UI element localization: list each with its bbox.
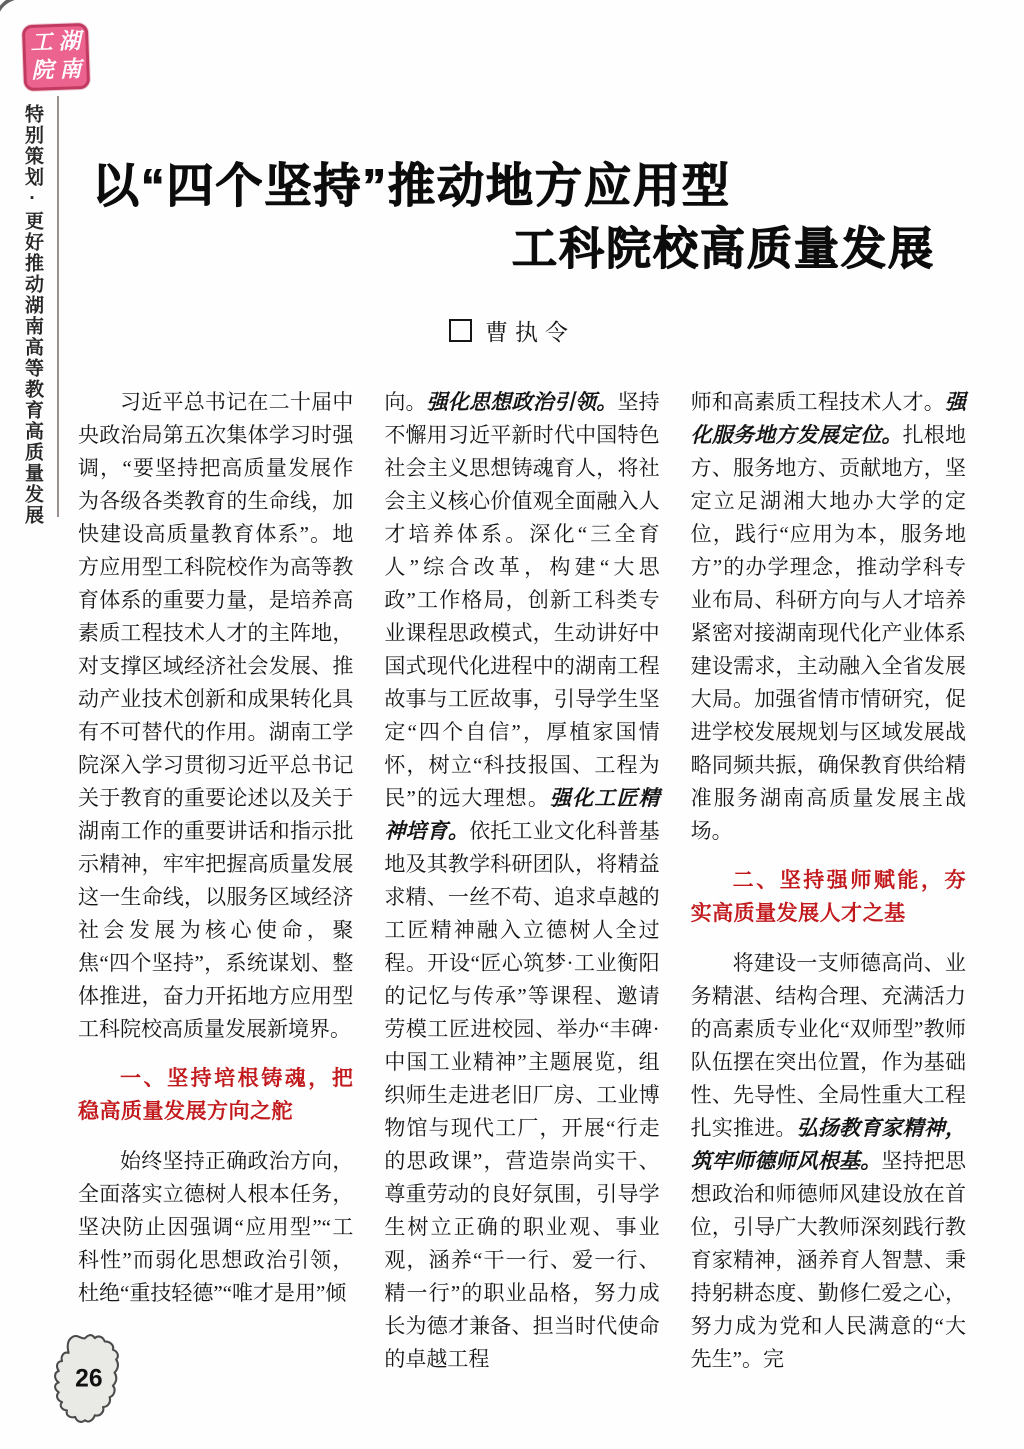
section-heading: [78, 1062, 353, 1128]
seal-char: 院: [31, 57, 54, 85]
page-number-badge: [44, 1330, 126, 1430]
seal-char: 湖: [58, 28, 81, 56]
article-body: [78, 386, 966, 1376]
body-text: 依托工业文化科普基地及其教学科研团队，将精益求精、一丝不苟、追求卓越的工匠精神融入立德树人全过程。开设“匠心筑梦·工业衡阳的记忆与传承”等课程、邀请劳模工匠进校园、举办“丰碑·中国工业精神”主题展览，组织师生走进老旧厂房、工业博物馆与现代工厂，开展“行走的思政课”，营造崇尚实干、尊重劳动的良好氛围，引导学生树立正确的职业观、事业观，涵养“干一行、爱一行、精一行”的职业品格，努力成长为德才兼备、担当时代使命的卓越工程: [384, 819, 660, 1371]
author-square-icon: [449, 319, 472, 342]
emphasized-text: 强化服务地方发展定位。: [690, 390, 966, 447]
body-paragraph: [691, 386, 966, 848]
journal-seal-logo: [22, 23, 90, 91]
column-strapline: 特别策划·更好推动湖南高等教育高质量发展: [22, 104, 43, 526]
hunan-map-silhouette: [44, 1330, 126, 1430]
body-column-1: [78, 386, 353, 1376]
body-text: 二、坚持强师赋能，夯实高质量发展人才之基: [690, 869, 966, 925]
body-text: 一、坚持培根铸魂，把稳高质量发展方向之舵: [78, 1067, 354, 1123]
body-paragraph: [78, 386, 353, 1046]
body-column-2: [384, 386, 659, 1376]
section-heading: [691, 864, 966, 930]
body-text: 扎根地方、服务地方、贡献地方，坚定立足湖湘大地办大学的定位，践行“应用为本，服务地方”的办学理念，推动学科专业布局、科研方向与人才培养紧密对接湖南现代化产业体系建设需求，主动融入全省发展大局。加强省情市情研究，促进学校发展规划与区域发展战略同频共振，确保教育供给精准服务湖南高质量发展主战场。: [690, 423, 966, 843]
page-number: 26: [75, 1365, 103, 1393]
article-title: [92, 158, 935, 276]
emphasized-text: 弘扬教育家精神，筑牢师德师风根基。: [690, 1116, 966, 1173]
body-text: 向。: [384, 390, 427, 414]
seal-char: 南: [58, 56, 82, 84]
body-text: 习近平总书记在二十届中央政治局第五次集体学习时强调，“要坚持把高质量发展作为各级各类教育的生命线，加快建设高质量教育体系”。地方应用型工科院校作为高等教育体系的重要力量，是培养高素质工程技术人才的主阵地，对支撑区域经济社会发展、推动产业技术创新和成果转化具有不可替代的作用。湖南工学院深入学习贯彻习近平总书记关于教育的重要论述以及关于湖南工作的重要讲话和指示批示精神，牢牢把握高质量发展这一生命线，以服务区域经济社会发展为核心使命，聚焦“四个坚持”，系统谋划、整体推进，奋力开拓地方应用型工科院校高质量发展新境界。: [78, 390, 354, 1041]
body-paragraph: [78, 1145, 353, 1310]
body-paragraph: [384, 386, 659, 1376]
article-title-line1: 以“四个坚持”推动地方应用型: [92, 159, 731, 212]
author-name: 曹执令: [485, 320, 575, 345]
body-text: 将建设一支师德高尚、业务精湛、结构合理、充满活力的高素质专业化“双师型”教师队伍摆在突出位置，作为基础性、先导性、全局性重大工程扎实推进。: [690, 951, 966, 1140]
body-column-3: [691, 386, 966, 1376]
emphasized-text: 强化工匠精神培育。: [384, 786, 660, 843]
body-text: 始终坚持正确政治方向，全面落实立德树人根本任务，坚决防止因强调“应用型”“工科性”而弱化思想政治引领，杜绝“重技轻德”“唯才是用”倾: [78, 1149, 354, 1305]
body-paragraph: [691, 947, 966, 1376]
sidebar-divider-line: [57, 96, 59, 517]
article-title-line2: 工科院校高质量发展: [511, 223, 935, 275]
seal-char: 工: [30, 29, 53, 57]
body-text: 坚持把思想政治和师德师风建设放在首位，引导广大教师深刻践行教育家精神，涵养育人智慧、秉持躬耕态度、勤修仁爱之心，努力成为党和人民满意的“大先生”。完: [690, 1149, 966, 1371]
body-text: 坚持不懈用习近平新时代中国特色社会主义思想铸魂育人，将社会主义核心价值观全面融入人才培养体系。深化“三全育人”综合改革，构建“大思政”工作格局，创新工科类专业课程思政模式，生动讲好中国式现代化进程中的湖南工程故事与工匠故事，引导学生坚定“四个自信”，厚植家国情怀，树立“科技报国、工程为民”的远大理想。: [384, 390, 660, 810]
emphasized-text: 强化思想政治引领。: [426, 390, 618, 414]
author-byline: [0, 314, 1024, 347]
body-text: 师和高素质工程技术人才。: [690, 390, 945, 414]
